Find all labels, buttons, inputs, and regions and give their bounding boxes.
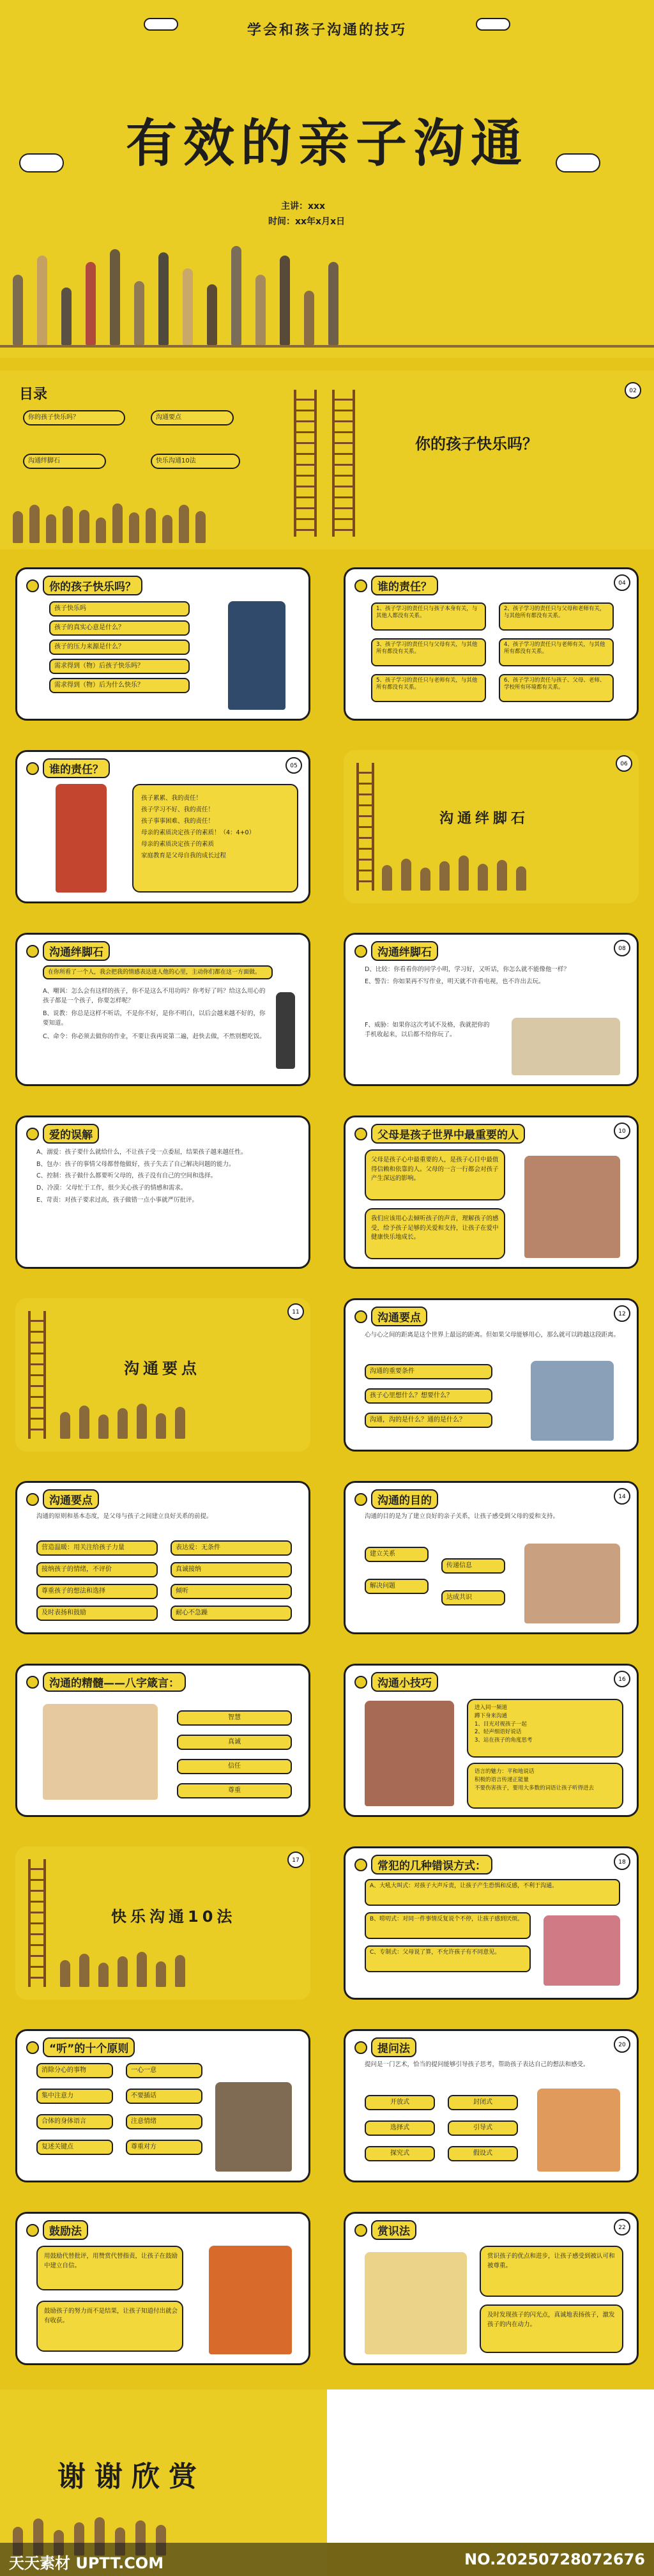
slide-love-misunderstanding bbox=[15, 1116, 310, 1269]
page-number-badge: 12 bbox=[614, 1305, 630, 1322]
bullet-icon bbox=[354, 579, 367, 592]
question-type-item: 引导式 bbox=[448, 2120, 518, 2136]
slide-purpose bbox=[344, 1481, 639, 1634]
line-text: 家庭教育是父母自我的成长过程 bbox=[141, 852, 227, 860]
tip-text: 3、站在孩子的角度思考 bbox=[475, 1737, 533, 1744]
question-item: 孩子快乐吗 bbox=[49, 601, 190, 617]
paragraph: D、比较：你看看你的同学小明，学习好，又听话，你怎么就不能像他一样？ bbox=[365, 966, 570, 973]
page-number-badge: 11 bbox=[287, 1303, 304, 1320]
principle-item: 合体的身体语言 bbox=[36, 2114, 113, 2129]
watermark-bar bbox=[0, 2543, 654, 2576]
page-number-badge: 05 bbox=[285, 757, 302, 774]
page-number-badge: 22 bbox=[614, 2219, 630, 2235]
teacher-illustration bbox=[228, 601, 285, 710]
paragraph: E、苛责：对孩子要求过高，孩子做错一点小事就严厉批评。 bbox=[36, 1196, 199, 1204]
bullet-icon bbox=[354, 1128, 367, 1140]
mistake-item: A、大吼大叫式：对孩子大声斥责，让孩子产生恐惧和反感，不利于沟通。 bbox=[365, 1879, 620, 1906]
box-text: 鼓励孩子的努力而不是结果，让孩子知道付出就会有收获。 bbox=[44, 2308, 178, 2324]
slide-heading: 谁的责任？ bbox=[371, 576, 438, 595]
cover-subtitle: 学会和孩子沟通的技巧 bbox=[247, 22, 407, 38]
question-item: 需求得到（物）后为什么快乐？ bbox=[49, 678, 190, 693]
essence-item: 尊重 bbox=[177, 1783, 292, 1798]
slide-key-points-1 bbox=[344, 1298, 639, 1452]
tip-text: 积极的语言传递正能量 bbox=[475, 1776, 529, 1783]
slide-heading: 沟通要点 bbox=[43, 1489, 99, 1509]
info-box bbox=[36, 2301, 183, 2352]
bullet-icon bbox=[26, 762, 39, 775]
line-text: 孩子累累、我的责任！ bbox=[141, 795, 202, 802]
slide-heading: 提问法 bbox=[371, 2037, 416, 2057]
bullet-icon bbox=[354, 945, 367, 958]
lead-text: 在你所看了一个人，我会把我的情感表达进人他的心里，主动你们都在这一方面做。 bbox=[43, 965, 273, 979]
slide-essence bbox=[15, 1664, 310, 1817]
info-box bbox=[480, 2246, 623, 2297]
responsibility-item: 2、孩子学习的责任只与父母和老师有关，与其他所有都没有关系。 bbox=[499, 602, 614, 631]
question-item: 孩子的真实心意是什么？ bbox=[49, 620, 190, 636]
toc-slide bbox=[0, 371, 654, 549]
ground-line bbox=[0, 345, 654, 348]
info-box bbox=[480, 2304, 623, 2353]
cover-speaker: 主讲：xxx bbox=[281, 201, 326, 211]
line-text: 孩子事事困难、我的责任！ bbox=[141, 818, 215, 825]
section-crowd bbox=[382, 852, 637, 891]
slide-heading: “听”的十个原则 bbox=[43, 2037, 135, 2057]
ladder-icon bbox=[356, 763, 374, 891]
point-item: 耐心不急躁 bbox=[171, 1606, 292, 1621]
slide-heading: 赏识法 bbox=[371, 2220, 416, 2240]
woman-pointing-illustration bbox=[56, 784, 107, 893]
mother-child-illustration bbox=[43, 1704, 158, 1800]
section-crowd bbox=[60, 1949, 303, 1987]
girl-illustration bbox=[209, 2246, 292, 2354]
question-type-item: 开放式 bbox=[365, 2095, 435, 2110]
slide-heading: 父母是孩子世界中最重要的人 bbox=[371, 1124, 525, 1144]
bullet-icon bbox=[354, 2224, 367, 2237]
line-text: 母亲的素质决定孩子的素质 bbox=[141, 841, 215, 848]
tip-text: 语言的魅力：平和地说话 bbox=[475, 1768, 535, 1775]
box-text: 及时发现孩子的闪光点，真诚地表扬孩子，激发孩子的内在动力。 bbox=[487, 2312, 615, 2328]
purpose-item: 传递信息 bbox=[441, 1558, 505, 1574]
point-item: 倾听 bbox=[171, 1584, 292, 1599]
bullet-icon bbox=[354, 2041, 367, 2054]
slide-heading: 沟通绊脚石 bbox=[371, 941, 438, 961]
principle-item: 消除分心的事物 bbox=[36, 2063, 113, 2078]
toc-item-2[interactable]: 沟通要点 bbox=[151, 410, 234, 425]
point-item: 接纳孩子的情绪，不评价 bbox=[36, 1562, 158, 1577]
paragraph: E、警告：你如果再不写作业，明天就不许看电视，也不许出去玩。 bbox=[365, 977, 545, 985]
bullet-icon bbox=[26, 1676, 39, 1689]
point-item: 表达爱：无条件 bbox=[171, 1540, 292, 1556]
slide-happy-kid bbox=[15, 567, 310, 721]
page-number-badge: 16 bbox=[614, 1671, 630, 1687]
slide-heading: 沟通的精髓——八字箴言： bbox=[43, 1672, 186, 1692]
bullet-icon bbox=[354, 1493, 367, 1506]
point-item: 尊重孩子的想法和选择 bbox=[36, 1584, 158, 1599]
essence-item: 智慧 bbox=[177, 1710, 292, 1726]
point-item: 沟通的重要条件 bbox=[365, 1364, 492, 1379]
section-obstacles bbox=[344, 750, 639, 903]
slide-heading: 常犯的几种错误方式： bbox=[371, 1855, 492, 1874]
paragraph: 沟通的目的是为了建立良好的亲子关系，让孩子感受到父母的爱和支持。 bbox=[365, 1513, 559, 1520]
paragraph: F、威胁：如果你这次考试不及格，我就把你的手机收起来，以后都不给你玩了。 bbox=[365, 1022, 490, 1038]
responsibility-item: 6、孩子学习的责任与孩子、父母、老师、学校所有环境都有关系。 bbox=[499, 674, 614, 702]
toc-heading: 目录 bbox=[19, 387, 48, 402]
point-item: 沟通，沟的是什么？通的是什么？ bbox=[365, 1413, 492, 1428]
person-illustration bbox=[276, 992, 295, 1069]
slide-heading: 沟通小技巧 bbox=[371, 1672, 438, 1692]
responsibility-item: 1、孩子学习的责任只与孩子本身有关，与其他人都没有关系。 bbox=[371, 602, 486, 631]
point-item: 及时表扬和鼓励 bbox=[36, 1606, 158, 1621]
slide-common-mistakes bbox=[344, 1846, 639, 2000]
slide-whose-responsibility-2 bbox=[15, 750, 310, 903]
watermark-left: 天天素材 UPTT.COM bbox=[9, 2554, 164, 2572]
box-text: 用鼓励代替批评，用赞赏代替指责，让孩子在鼓励中建立自信。 bbox=[44, 2253, 178, 2269]
cover-title: 有效的亲子沟通 bbox=[126, 114, 528, 173]
line-text: 孩子学习不好、我的责任！ bbox=[141, 806, 215, 814]
page-number-badge: 06 bbox=[616, 755, 632, 772]
toc-item-3[interactable]: 沟通绊脚石 bbox=[23, 454, 106, 469]
girl-illustration bbox=[537, 2089, 620, 2172]
section-title: 沟通要点 bbox=[124, 1360, 201, 1377]
principle-item: 集中注意力 bbox=[36, 2089, 113, 2104]
question-type-item: 假设式 bbox=[448, 2146, 518, 2161]
paragraph: 沟通的原则和基本态度，是父母与孩子之间建立良好关系的前提。 bbox=[36, 1513, 213, 1520]
box-text: 我们应该用心去倾听孩子的声音，理解孩子的感受，给予孩子足够的关爱和支持，让孩子在爱中健康快乐地成长。 bbox=[371, 1215, 499, 1241]
toc-right-title: 你的孩子快乐吗？ bbox=[415, 435, 538, 453]
paragraph: C、命令：你必须去做你的作业，不要让我再说第二遍，赶快去做，不然别想吃饭。 bbox=[43, 1032, 266, 1040]
slide-heading: 谁的责任？ bbox=[43, 758, 110, 778]
family-reading-illustration bbox=[524, 1544, 620, 1623]
point-item: 真诚接纳 bbox=[171, 1562, 292, 1577]
info-box bbox=[365, 1208, 505, 1259]
slide-questioning bbox=[344, 2029, 639, 2182]
slide-obstacles-2 bbox=[344, 933, 639, 1086]
responsibility-item: 5、孩子学习的责任只与老师有关，与其他所有都没有关系。 bbox=[371, 674, 486, 702]
quiz-boy-illustration bbox=[365, 2252, 467, 2354]
page-number-badge: 10 bbox=[614, 1123, 630, 1139]
cover-slide bbox=[0, 0, 654, 358]
question-item: 孩子的压力来源是什么？ bbox=[49, 640, 190, 655]
section-title: 快乐沟通10法 bbox=[111, 1908, 236, 1926]
point-item: 营造温暖：用关注给孩子力量 bbox=[36, 1540, 158, 1556]
parent-child-illustration bbox=[215, 2082, 292, 2172]
question-type-item: 探究式 bbox=[365, 2146, 435, 2161]
paragraph: D、冷漠：父母忙于工作，很少关心孩子的情感和需求。 bbox=[36, 1184, 187, 1192]
page-number-badge: 02 bbox=[625, 382, 641, 399]
slide-encouragement bbox=[15, 2212, 310, 2365]
bullet-icon bbox=[26, 945, 39, 958]
paragraph: A、嘲讽：怎么会有这样的孩子，你不是这么不用功吗？你考好了吗？给这么用心的孩子都是一个孩子，你要怎样呢？ bbox=[43, 988, 266, 1004]
ladder-icon bbox=[28, 1859, 46, 1987]
principle-item: 不要插话 bbox=[126, 2089, 202, 2104]
slide-heading: 你的孩子快乐吗？ bbox=[43, 576, 142, 595]
bullet-icon bbox=[26, 1493, 39, 1506]
purpose-item: 建立关系 bbox=[365, 1547, 429, 1562]
tip-text: 2、轻声细语好说话 bbox=[475, 1729, 522, 1736]
toc-item-4[interactable]: 快乐沟通10法 bbox=[151, 454, 240, 469]
paragraph: B、说教：你总是这样不听话，不是你不好，是你不明白，以后会越来越不好的，你要知道。 bbox=[43, 1010, 266, 1027]
mistake-item: B、唠叨式：对同一件事情反复说个不停，让孩子感到厌烦。 bbox=[365, 1912, 531, 1939]
ladder-icon bbox=[28, 1311, 46, 1439]
page-number-badge: 14 bbox=[614, 1488, 630, 1505]
slide-heading: 沟通绊脚石 bbox=[43, 941, 110, 961]
principle-item: 尊重对方 bbox=[126, 2140, 202, 2155]
slide-heading: 沟通的目的 bbox=[371, 1489, 438, 1509]
page-number-badge: 04 bbox=[614, 574, 630, 591]
paragraph: C、控制：孩子做什么都要听父母的，孩子没有自己的空间和选择。 bbox=[36, 1172, 217, 1180]
info-box bbox=[36, 2246, 183, 2290]
slide-obstacles-1 bbox=[15, 933, 310, 1086]
parents-illustration bbox=[512, 1018, 620, 1075]
end-title: 谢谢欣赏 bbox=[57, 2460, 206, 2493]
principle-item: 注意情绪 bbox=[126, 2114, 202, 2129]
paragraph: B、包办：孩子的事情父母都替他做好，孩子失去了自己解决问题的能力。 bbox=[36, 1160, 235, 1168]
family-illustration bbox=[365, 1701, 454, 1806]
slide-heading: 沟通要点 bbox=[371, 1307, 427, 1326]
mistake-item: C、专制式：父母说了算，不允许孩子有不同意见。 bbox=[365, 1945, 531, 1972]
page-number-badge: 17 bbox=[287, 1851, 304, 1868]
slide-whose-responsibility bbox=[344, 567, 639, 721]
bullet-icon bbox=[26, 579, 39, 592]
tip-text: 不要伤害孩子，要用大多数的词语让孩子听得进去 bbox=[475, 1784, 595, 1791]
info-box bbox=[365, 1149, 505, 1200]
section-key-points bbox=[15, 1298, 310, 1452]
slide-listening-principles bbox=[15, 2029, 310, 2182]
purpose-item: 达成共识 bbox=[441, 1590, 505, 1606]
blank-area bbox=[327, 2389, 654, 2543]
section-ten-methods bbox=[15, 1846, 310, 2000]
tip-text: 进入同一频道 bbox=[475, 1705, 508, 1711]
mother-child-illustration bbox=[544, 1915, 620, 1986]
slide-tips bbox=[344, 1664, 639, 1817]
toc-crowd bbox=[13, 498, 639, 543]
slide-key-points-2 bbox=[15, 1481, 310, 1634]
tip-text: 蹲下身来沟通 bbox=[475, 1712, 508, 1719]
responsibility-item: 3、孩子学习的责任只与父母有关，与其他所有都没有关系。 bbox=[371, 638, 486, 666]
toc-item-1[interactable]: 你的孩子快乐吗？ bbox=[23, 410, 125, 425]
page-number-badge: 08 bbox=[614, 940, 630, 956]
bullet-icon bbox=[26, 1128, 39, 1140]
page-number-badge: 18 bbox=[614, 1853, 630, 1870]
essence-item: 真诚 bbox=[177, 1735, 292, 1750]
slide-appreciation bbox=[344, 2212, 639, 2365]
section-title: 沟通绊脚石 bbox=[439, 811, 529, 827]
box-text: 赏识孩子的优点和进步，让孩子感受到被认可和被尊重。 bbox=[487, 2253, 615, 2269]
bullet-icon bbox=[354, 1859, 367, 1871]
section-crowd bbox=[60, 1400, 303, 1439]
principle-item: 一心一意 bbox=[126, 2063, 202, 2078]
point-item: 孩子心里想什么？想要什么？ bbox=[365, 1388, 492, 1404]
question-type-item: 选择式 bbox=[365, 2120, 435, 2136]
cover-time: 时间：xx年x月x日 bbox=[268, 217, 346, 227]
watermark-right: NO.20250728072676 bbox=[464, 2550, 645, 2568]
bullet-icon bbox=[354, 1676, 367, 1689]
bullet-icon bbox=[26, 2224, 39, 2237]
question-item: 需求得到（物）后孩子快乐吗？ bbox=[49, 659, 190, 674]
paragraph: 提问是一门艺术，恰当的提问能够引导孩子思考，帮助孩子表达自己的想法和感受。 bbox=[365, 2061, 589, 2068]
child-illustration bbox=[531, 1361, 614, 1441]
slide-heading: 爱的误解 bbox=[43, 1124, 99, 1144]
purpose-item: 解决问题 bbox=[365, 1579, 429, 1594]
responsibility-item: 4、孩子学习的责任只与老师有关，与其他所有都没有关系。 bbox=[499, 638, 614, 666]
question-type-item: 封闭式 bbox=[448, 2095, 518, 2110]
bullet-icon bbox=[354, 1310, 367, 1323]
tips-box bbox=[467, 1763, 623, 1809]
family-illustration bbox=[524, 1156, 620, 1258]
slide-heading: 鼓励法 bbox=[43, 2220, 88, 2240]
paragraph: A、溺爱：孩子要什么就给什么，不让孩子受一点委屈，结果孩子越来越任性。 bbox=[36, 1149, 247, 1156]
principle-item: 复述关键点 bbox=[36, 2140, 113, 2155]
line-text: 母亲的素质决定孩子的素质！（4：4+0） bbox=[141, 829, 255, 837]
essence-item: 信任 bbox=[177, 1759, 292, 1774]
tips-box bbox=[467, 1699, 623, 1758]
cover-crowd bbox=[13, 236, 639, 345]
box-text: 父母是孩子心中最重要的人，是孩子心目中最值得信赖和依靠的人。父母的一言一行都会对孩子产生深远的影响。 bbox=[371, 1156, 499, 1183]
tip-text: 1、目光对视孩子一起 bbox=[475, 1721, 527, 1728]
lines-box bbox=[132, 784, 298, 893]
bullet-icon bbox=[26, 2041, 39, 2054]
slide-parents-important bbox=[344, 1116, 639, 1269]
paragraph: 心与心之间的距离是这个世界上最远的距离。但如果父母能够用心，那么就可以跨越这段距离。 bbox=[365, 1331, 620, 1338]
page-number-badge: 20 bbox=[614, 2036, 630, 2053]
